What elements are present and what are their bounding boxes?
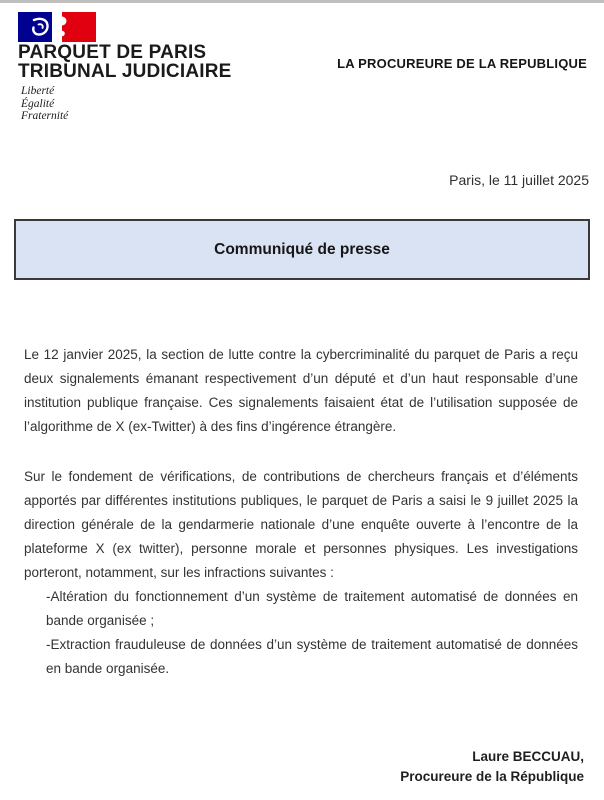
- press-release-banner: [14, 219, 590, 280]
- infraction-item-alteration: -Altération du fonctionnement d’un système de traitement automatisé de données en bande organisée ;: [46, 589, 578, 628]
- french-flag-logo: [18, 12, 96, 42]
- document-body: [24, 343, 578, 681]
- paragraph-enquete: Sur le fondement de vérifications, de contributions de chercheurs français et d’éléments apportés par différentes institutions publiques, le parquet de Paris a saisi le 9 juillet 2025 la direction générale de la gendarmerie nationale d’une enquête ouverte à l’encontre de la plateforme X (ex twitter), personne morale et personnes physiques. Les investigations porteront, notamment, sur les infractions suivantes :: [24, 469, 578, 580]
- signature-role: Procureure de la République: [400, 768, 584, 784]
- top-edge-strip: [0, 0, 604, 3]
- paragraph-signalements: Le 12 janvier 2025, la section de lutte contre la cybercriminalité du parquet de Paris a reçu deux signalements émanant respectivement d’un député et d’un haut responsable d’une institution publique française. Ces signalements faisaient état de l’utilisation supposée de l’algorithme de X (ex-Twitter) à des fins d’ingérence étrangère.: [24, 347, 578, 434]
- signature-block: [400, 747, 584, 786]
- motto-fraternite: Fraternité: [21, 110, 69, 122]
- sender-title: LA PROCUREURE DE LA REPUBLIQUE: [337, 56, 587, 71]
- republic-motto: [21, 85, 232, 123]
- motto-liberte: Liberté: [21, 85, 55, 97]
- dateline: Paris, le 11 juillet 2025: [449, 172, 589, 188]
- org-name-line2: TRIBUNAL JUDICIAIRE: [18, 60, 232, 82]
- banner-title: Communiqué de presse: [214, 240, 390, 258]
- org-name-line1: PARQUET DE PARIS: [18, 42, 207, 63]
- infraction-item-extraction: -Extraction frauduleuse de données d’un système de traitement automatisé de données en bande organisée.: [46, 637, 578, 676]
- motto-egalite: Égalité: [21, 97, 55, 110]
- signature-name: Laure BECCUAU,: [472, 749, 584, 764]
- infractions-list: [24, 585, 578, 681]
- letterhead-brand-block: [18, 12, 232, 123]
